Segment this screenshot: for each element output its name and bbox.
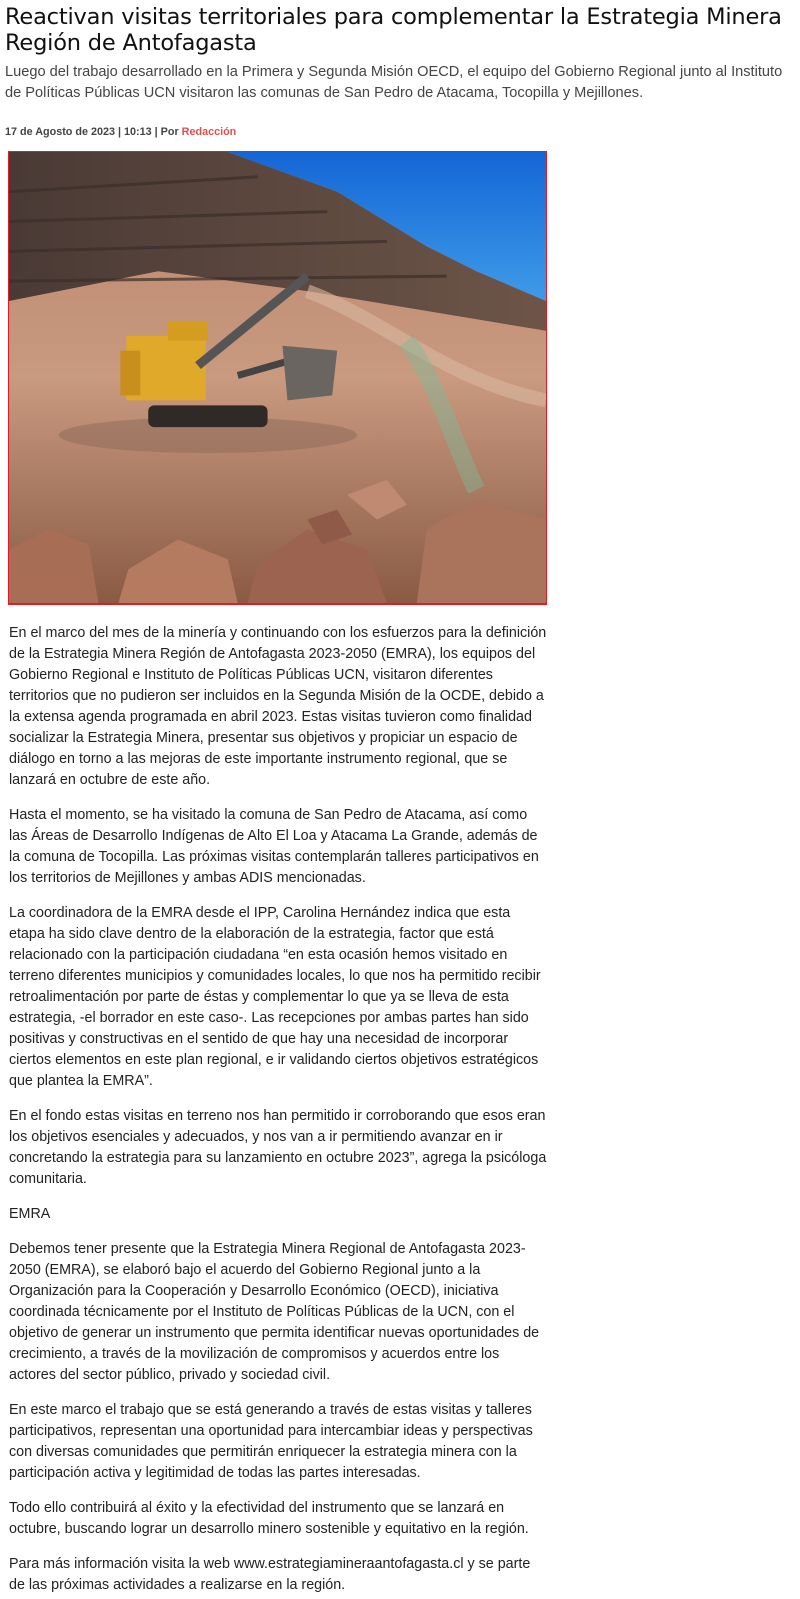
article-paragraph: En este marco el trabajo que se está generando a través de estas visitas y talleres participativos, representan una oportunidad para intercambiar ideas y perspectivas con diversas comunidades que permitirán enriquecer la estrategia minera con la participación activa y legitimidad de todas las partes interesadas. xyxy=(9,1402,533,1481)
author-link[interactable]: Redacción xyxy=(181,126,237,138)
mining-photo-icon xyxy=(9,152,546,603)
article-paragraph: En el fondo estas visitas en terreno nos han permitido ir corroborando que esos eran los objetivos esenciales y adecuados, y nos van a ir permitiendo avanzar en ir concretando la estrategia para su lanzamiento en octubre 2023”, agrega la psicóloga comunitaria. xyxy=(9,1108,547,1187)
article-byline xyxy=(5,125,236,139)
article-body xyxy=(9,623,549,1596)
article-paragraph: Todo ello contribuirá al éxito y la efectividad del instrumento que se lanzará en octubre, buscando lograr un desarrollo minero sostenible y equitativo en la región. xyxy=(9,1500,529,1537)
article-paragraph: Hasta el momento, se ha visitado la comuna de San Pedro de Atacama, así como las Áreas de Desarrollo Indígenas de Alto El Loa y Atacama La Grande, además de la comuna de Tocopilla. Las próximas visitas contemplarán talleres participativos en los territorios de Mejillones y ambas ADIS mencionadas. xyxy=(9,807,539,886)
article-title: Reactivan visitas territoriales para complementar la Estrategia Minera Región de Antofagasta xyxy=(5,4,782,56)
article-image xyxy=(8,151,547,605)
section-heading: EMRA xyxy=(9,1206,51,1222)
article-paragraph: En el marco del mes de la minería y continuando con los esfuerzos para la definición de la Estrategia Minera Región de Antofagasta 2023-2050 (EMRA), los equipos del Gobierno Regional e Instituto de Políticas Públicas UCN, visitaron diferentes territorios que no pudieron ser incluidos en la Segunda Misión de la OCDE, debido a la extensa agenda programada en abril 2023. Estas visitas tuvieron como finalidad socializar la Estrategia Minera, presentar sus objetivos y propiciar un espacio de diálogo en torno a las mejoras de este importante instrumento regional, que se lanzará en octubre de este año. xyxy=(9,625,547,788)
article-subtitle: Luego del trabajo desarrollado en la Primera y Segunda Misión OECD, el equipo del Gobierno Regional junto al Instituto de Políticas Públicas UCN visitaron las comunas de San Pedro de Atacama, Tocopilla y Mejillones. xyxy=(5,64,783,101)
article-paragraph: La coordinadora de la EMRA desde el IPP, Carolina Hernández indica que esta etapa ha sido clave dentro de la elaboración de la estrategia, factor que está relacionado con la participación ciudadana “en esta ocasión hemos visitado en terreno diferentes municipios y comunidades locales, lo que nos ha permitido recibir retroalimentación por parte de éstas y complementar lo que ya se lleva de esta estrategia, -el borrador en este caso-. Las recepciones por ambas partes han sido positivas y constructivas en el sentido de que hay una necesidad de incorporar ciertos elementos en este plan regional, e ir validando ciertos objetivos estratégicos que plantea la EMRA”. xyxy=(9,905,541,1089)
article-date: 17 de Agosto de 2023 | 10:13 | Por xyxy=(5,126,182,138)
article-paragraph: Debemos tener presente que la Estrategia Minera Regional de Antofagasta 2023-2050 (EMRA), se elaboró bajo el acuerdo del Gobierno Regional junto a la Organización para la Cooperación y Desarrollo Económico (OECD), iniciativa coordinada técnicamente por el Instituto de Políticas Públicas de la UCN, con el objetivo de generar un instrumento que permita identificar nuevas oportunidades de crecimiento, a través de la movilización de compromisos y acuerdos entre los actores del sector público, privado y sociedad civil. xyxy=(9,1241,540,1383)
article-paragraph: Para más información visita la web www.estrategiamineraantofagasta.cl y se parte de las próximas actividades a realizarse en la región. xyxy=(9,1556,531,1593)
